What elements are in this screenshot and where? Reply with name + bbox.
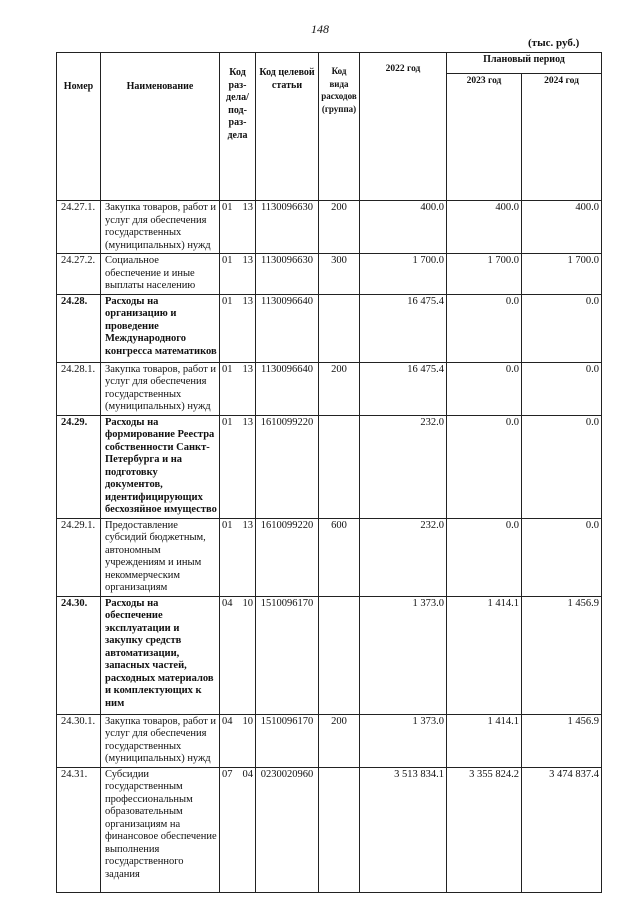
- units-label: (тыс. руб.): [528, 37, 580, 49]
- row-number: 24.29.: [57, 415, 101, 518]
- row-section-code: [220, 362, 256, 415]
- row-number: 24.28.: [57, 294, 101, 362]
- section-code: 01: [222, 416, 233, 428]
- row-name: Расходы на организацию и проведение Международного конгресса математиков: [101, 294, 220, 362]
- header-2023: 2023 год: [447, 74, 522, 201]
- subsection-code: 13: [242, 363, 253, 375]
- row-value-2024: 0.0: [522, 415, 602, 518]
- row-target-code: 1610099220: [256, 415, 319, 518]
- section-code: 01: [222, 255, 233, 266]
- header-2022: 2022 год: [360, 53, 447, 201]
- row-value-2024: 1 456.9: [522, 714, 602, 767]
- section-code: 01: [222, 519, 233, 531]
- row-value-2023: 0.0: [447, 415, 522, 518]
- table-row: [57, 362, 602, 415]
- row-value-2023: 1 700.0: [447, 254, 522, 295]
- row-target-code: 1130096640: [256, 362, 319, 415]
- row-value-2024: 400.0: [522, 201, 602, 254]
- row-number: 24.29.1.: [57, 518, 101, 596]
- subsection-code: 13: [242, 202, 253, 213]
- row-value-2023: 1 414.1: [447, 714, 522, 767]
- row-section-code: [220, 518, 256, 596]
- row-expense-type: 200: [319, 201, 360, 254]
- subsection-code: 10: [242, 715, 253, 727]
- row-expense-type: 200: [319, 362, 360, 415]
- section-code: 04: [222, 597, 233, 609]
- row-target-code: 1510096170: [256, 714, 319, 767]
- row-value-2023: 0.0: [447, 518, 522, 596]
- row-number: 24.27.1.: [57, 201, 101, 254]
- row-value-2024: 1 700.0: [522, 254, 602, 295]
- table-row: [57, 518, 602, 596]
- row-expense-type: [319, 294, 360, 362]
- header-number: Номер: [57, 53, 101, 201]
- row-expense-type: 300: [319, 254, 360, 295]
- page-number: 148: [311, 22, 329, 36]
- row-target-code: 1610099220: [256, 518, 319, 596]
- row-value-2022: 232.0: [360, 518, 447, 596]
- row-value-2022: 1 373.0: [360, 596, 447, 714]
- row-name: Предоставление субсидий бюджетным, автономным учреждениям и иным некоммерческим организациям: [101, 518, 220, 596]
- header-name: Наименование: [101, 53, 220, 201]
- row-value-2024: 1 456.9: [522, 596, 602, 714]
- row-value-2023: 0.0: [447, 362, 522, 415]
- header-2024: 2024 год: [522, 74, 602, 201]
- row-expense-type: [319, 767, 360, 892]
- row-expense-type: [319, 596, 360, 714]
- row-value-2022: 16 475.4: [360, 294, 447, 362]
- section-code: 01: [222, 295, 233, 307]
- row-name: Закупка товаров, работ и услуг для обеспечения государственных (муниципальных) нужд: [101, 201, 220, 254]
- subsection-code: 13: [242, 255, 253, 266]
- section-code: 04: [222, 715, 233, 727]
- budget-table: [56, 52, 602, 893]
- row-target-code: 1130096630: [256, 201, 319, 254]
- row-number: 24.27.2.: [57, 254, 101, 295]
- row-expense-type: 600: [319, 518, 360, 596]
- row-expense-type: 200: [319, 714, 360, 767]
- row-section-code: [220, 415, 256, 518]
- table-row: [57, 415, 602, 518]
- row-section-code: [220, 596, 256, 714]
- row-target-code: 1130096630: [256, 254, 319, 295]
- subsection-code: 13: [242, 416, 253, 428]
- table-row: [57, 201, 602, 254]
- row-number: 24.31.: [57, 767, 101, 892]
- subsection-code: 04: [242, 768, 253, 780]
- row-value-2022: 400.0: [360, 201, 447, 254]
- subsection-code: 13: [242, 295, 253, 307]
- row-name: Закупка товаров, работ и услуг для обеспечения государственных (муниципальных) нужд: [101, 714, 220, 767]
- row-value-2024: 0.0: [522, 362, 602, 415]
- row-name: Расходы на обеспечение эксплуатации и закупку средств автоматизации, запасных частей, расходных материалов и комплектующих к ним: [101, 596, 220, 714]
- section-code: 07: [222, 768, 233, 780]
- row-expense-type: [319, 415, 360, 518]
- row-value-2022: 1 700.0: [360, 254, 447, 295]
- header-planning-period: Плановый период: [447, 53, 602, 74]
- table-row: [57, 254, 602, 295]
- row-number: 24.30.1.: [57, 714, 101, 767]
- row-value-2022: 16 475.4: [360, 362, 447, 415]
- row-value-2023: 3 355 824.2: [447, 767, 522, 892]
- table-row: [57, 767, 602, 892]
- header-target-code: Код целевой статьи: [256, 53, 319, 201]
- table-row: [57, 294, 602, 362]
- section-code: 01: [222, 363, 233, 375]
- subsection-code: 10: [242, 597, 253, 609]
- row-value-2023: 400.0: [447, 201, 522, 254]
- row-section-code: [220, 201, 256, 254]
- row-target-code: 1130096640: [256, 294, 319, 362]
- row-value-2024: 0.0: [522, 294, 602, 362]
- row-value-2023: 1 414.1: [447, 596, 522, 714]
- row-number: 24.30.: [57, 596, 101, 714]
- row-value-2022: 232.0: [360, 415, 447, 518]
- row-name: Субсидии государственным профессиональным образовательным организациям на финансовое обеспечение выполнения государственного задания: [101, 767, 220, 892]
- row-value-2024: 3 474 837.4: [522, 767, 602, 892]
- row-target-code: 1510096170: [256, 596, 319, 714]
- row-target-code: 0230020960: [256, 767, 319, 892]
- row-name: Закупка товаров, работ и услуг для обеспечения государственных (муниципальных) нужд: [101, 362, 220, 415]
- row-section-code: [220, 767, 256, 892]
- row-number: 24.28.1.: [57, 362, 101, 415]
- row-value-2024: 0.0: [522, 518, 602, 596]
- subsection-code: 13: [242, 519, 253, 531]
- header-expense-type: Код вида расходов (группа): [319, 53, 360, 201]
- row-section-code: [220, 714, 256, 767]
- row-name: Социальное обеспечение и иные выплаты населению: [101, 254, 220, 295]
- row-value-2022: 1 373.0: [360, 714, 447, 767]
- row-value-2023: 0.0: [447, 294, 522, 362]
- row-section-code: [220, 294, 256, 362]
- section-code: 01: [222, 202, 233, 213]
- row-section-code: [220, 254, 256, 295]
- table-row: [57, 596, 602, 714]
- row-value-2022: 3 513 834.1: [360, 767, 447, 892]
- table-row: [57, 714, 602, 767]
- header-section: Код раз-дела/ под-раз-дела: [220, 53, 256, 201]
- row-name: Расходы на формирование Реестра собственности Санкт-Петербурга и на подготовку документов, идентифицирующих бесхозяйное имущество: [101, 415, 220, 518]
